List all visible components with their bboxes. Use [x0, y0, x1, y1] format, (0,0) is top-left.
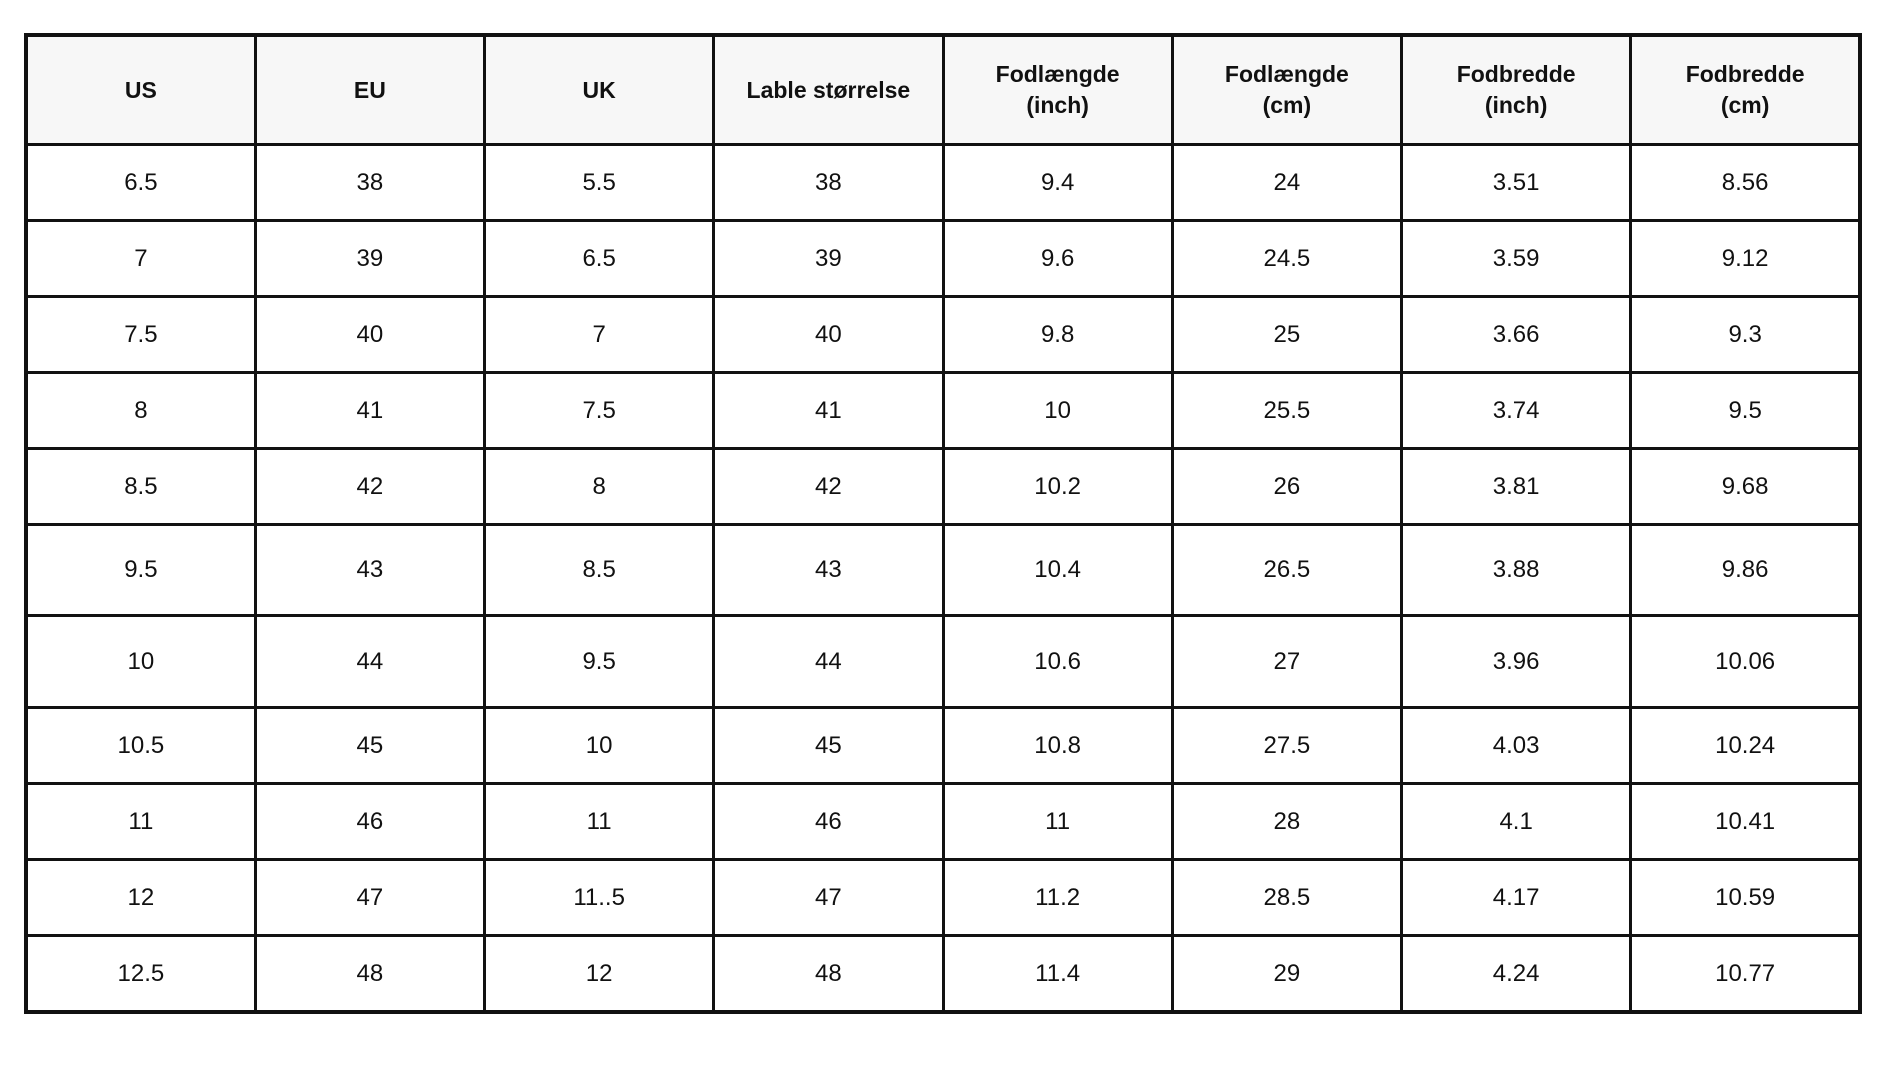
- cell-foot-width-cm: 9.3: [1631, 297, 1860, 373]
- header-cell-label-size: [714, 35, 943, 145]
- cell-label-size: 41: [714, 373, 943, 449]
- cell-foot-length-inch: 9.6: [943, 221, 1172, 297]
- cell-label-size: 38: [714, 145, 943, 221]
- cell-eu: 39: [255, 221, 484, 297]
- cell-foot-width-inch: 4.24: [1402, 936, 1631, 1013]
- header-cell-us: [26, 35, 255, 145]
- cell-foot-length-inch: 9.4: [943, 145, 1172, 221]
- cell-us: 6.5: [26, 145, 255, 221]
- cell-us: 7.5: [26, 297, 255, 373]
- header-text: Fodlængde: [1224, 61, 1349, 87]
- cell-uk: 8: [485, 449, 714, 525]
- cell-label-size: 48: [714, 936, 943, 1013]
- cell-foot-length-inch: 9.8: [943, 297, 1172, 373]
- cell-eu: 44: [255, 616, 484, 708]
- cell-label-size: 45: [714, 708, 943, 784]
- cell-us: 11: [26, 784, 255, 860]
- cell-label-size: 43: [714, 525, 943, 616]
- table-row: [26, 373, 1860, 449]
- cell-uk: 9.5: [485, 616, 714, 708]
- cell-foot-length-inch: 11.2: [943, 860, 1172, 936]
- cell-foot-length-cm: 25.5: [1172, 373, 1401, 449]
- table-row: [26, 525, 1860, 616]
- header-cell-eu: [255, 35, 484, 145]
- table-row: [26, 708, 1860, 784]
- cell-us: 8.5: [26, 449, 255, 525]
- cell-foot-length-inch: 10.4: [943, 525, 1172, 616]
- cell-foot-width-cm: 10.77: [1631, 936, 1860, 1013]
- cell-foot-length-inch: 11: [943, 784, 1172, 860]
- table-row: [26, 616, 1860, 708]
- cell-foot-length-cm: 28: [1172, 784, 1401, 860]
- header-cell-uk: [485, 35, 714, 145]
- cell-eu: 45: [255, 708, 484, 784]
- cell-foot-length-inch: 10.2: [943, 449, 1172, 525]
- cell-foot-width-cm: 10.59: [1631, 860, 1860, 936]
- table-row: [26, 449, 1860, 525]
- cell-foot-width-cm: 9.12: [1631, 221, 1860, 297]
- cell-eu: 42: [255, 449, 484, 525]
- cell-eu: 48: [255, 936, 484, 1013]
- header-unit: (inch): [1484, 92, 1548, 118]
- cell-foot-width-cm: 10.06: [1631, 616, 1860, 708]
- cell-foot-width-cm: 9.86: [1631, 525, 1860, 616]
- table-row: [26, 860, 1860, 936]
- cell-foot-length-cm: 27: [1172, 616, 1401, 708]
- header-text: Fodbredde: [1456, 61, 1576, 87]
- cell-foot-width-inch: 3.59: [1402, 221, 1631, 297]
- table-row: [26, 784, 1860, 860]
- cell-eu: 46: [255, 784, 484, 860]
- cell-foot-width-inch: 3.81: [1402, 449, 1631, 525]
- cell-foot-length-cm: 24.5: [1172, 221, 1401, 297]
- size-chart-table: [24, 33, 1862, 1014]
- cell-uk: 7.5: [485, 373, 714, 449]
- cell-foot-length-cm: 28.5: [1172, 860, 1401, 936]
- cell-eu: 43: [255, 525, 484, 616]
- cell-us: 12: [26, 860, 255, 936]
- cell-label-size: 39: [714, 221, 943, 297]
- cell-label-size: 46: [714, 784, 943, 860]
- cell-foot-width-inch: 4.03: [1402, 708, 1631, 784]
- header-cell-foot-width-cm: [1631, 35, 1860, 145]
- cell-uk: 8.5: [485, 525, 714, 616]
- cell-foot-width-inch: 3.96: [1402, 616, 1631, 708]
- cell-foot-width-inch: 4.17: [1402, 860, 1631, 936]
- table-row: [26, 936, 1860, 1013]
- cell-uk: 10: [485, 708, 714, 784]
- cell-foot-length-cm: 26: [1172, 449, 1401, 525]
- cell-uk: 5.5: [485, 145, 714, 221]
- cell-us: 8: [26, 373, 255, 449]
- cell-foot-width-cm: 10.24: [1631, 708, 1860, 784]
- cell-us: 12.5: [26, 936, 255, 1013]
- cell-label-size: 47: [714, 860, 943, 936]
- header-text: UK: [582, 76, 616, 103]
- cell-uk: 11: [485, 784, 714, 860]
- cell-uk: 7: [485, 297, 714, 373]
- cell-us: 10.5: [26, 708, 255, 784]
- header-row: [26, 35, 1860, 145]
- cell-uk: 11..5: [485, 860, 714, 936]
- cell-eu: 41: [255, 373, 484, 449]
- cell-us: 9.5: [26, 525, 255, 616]
- header-unit: (cm): [1720, 92, 1770, 118]
- cell-foot-length-cm: 24: [1172, 145, 1401, 221]
- cell-foot-width-inch: 4.1: [1402, 784, 1631, 860]
- cell-foot-length-cm: 29: [1172, 936, 1401, 1013]
- cell-foot-length-inch: 10.6: [943, 616, 1172, 708]
- header-cell-foot-length-cm: [1172, 35, 1401, 145]
- cell-foot-length-cm: 27.5: [1172, 708, 1401, 784]
- header-cell-foot-width-inch: [1402, 35, 1631, 145]
- cell-foot-length-inch: 10.8: [943, 708, 1172, 784]
- cell-foot-width-inch: 3.88: [1402, 525, 1631, 616]
- header-text: Lable størrelse: [746, 76, 911, 103]
- cell-eu: 38: [255, 145, 484, 221]
- header-cell-foot-length-inch: [943, 35, 1172, 145]
- table-row: [26, 297, 1860, 373]
- cell-foot-length-cm: 25: [1172, 297, 1401, 373]
- cell-foot-width-cm: 9.68: [1631, 449, 1860, 525]
- header-unit: (inch): [1026, 92, 1089, 118]
- cell-uk: 12: [485, 936, 714, 1013]
- header-unit: (cm): [1262, 92, 1312, 118]
- cell-label-size: 42: [714, 449, 943, 525]
- cell-foot-length-cm: 26.5: [1172, 525, 1401, 616]
- header-text: EU: [353, 76, 386, 103]
- cell-label-size: 40: [714, 297, 943, 373]
- cell-foot-length-inch: 10: [943, 373, 1172, 449]
- cell-foot-width-inch: 3.74: [1402, 373, 1631, 449]
- cell-foot-width-inch: 3.66: [1402, 297, 1631, 373]
- cell-foot-width-cm: 9.5: [1631, 373, 1860, 449]
- table-body: [26, 145, 1860, 1013]
- cell-us: 10: [26, 616, 255, 708]
- cell-foot-width-inch: 3.51: [1402, 145, 1631, 221]
- table-header: [26, 35, 1860, 145]
- cell-eu: 40: [255, 297, 484, 373]
- cell-eu: 47: [255, 860, 484, 936]
- cell-foot-length-inch: 11.4: [943, 936, 1172, 1013]
- cell-us: 7: [26, 221, 255, 297]
- table-row: [26, 145, 1860, 221]
- header-text: Fodlængde: [995, 61, 1120, 87]
- header-text: US: [124, 76, 157, 103]
- table-row: [26, 221, 1860, 297]
- cell-foot-width-cm: 8.56: [1631, 145, 1860, 221]
- header-text: Fodbredde: [1685, 61, 1805, 87]
- cell-foot-width-cm: 10.41: [1631, 784, 1860, 860]
- cell-uk: 6.5: [485, 221, 714, 297]
- cell-label-size: 44: [714, 616, 943, 708]
